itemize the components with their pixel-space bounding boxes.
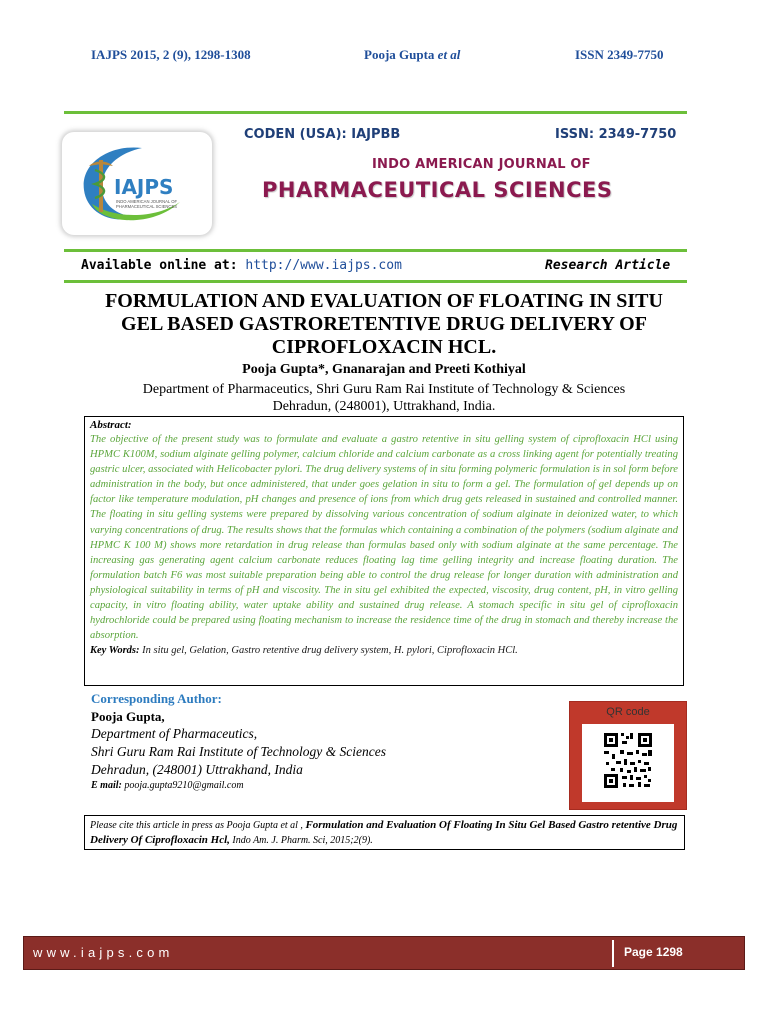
running-head-issn: ISSN 2349-7750 xyxy=(575,47,664,62)
qr-code-panel xyxy=(569,701,687,810)
journal-name-subtitle: INDO AMERICAN JOURNAL OF xyxy=(372,157,591,172)
corresponding-author-name: Pooja Gupta, xyxy=(91,709,165,724)
masthead-issn: ISSN: 2349-7750 xyxy=(555,127,677,142)
masthead-top-rule xyxy=(64,111,687,114)
article-type: Research Article xyxy=(545,258,671,273)
qr-code-label: QR code xyxy=(606,706,650,718)
running-head-author-name: Pooja Gupta xyxy=(364,47,435,62)
corresponding-author-label: Corresponding Author: xyxy=(91,691,222,706)
footer-url[interactable]: www.iajps.com xyxy=(33,945,174,960)
citation-title: Formulation and Evaluation Of Floating In Situ Gel Based Gastro retentive Drug Delivery Of Ciprofloxacin Hcl, xyxy=(90,819,678,846)
page-number: Page 1298 xyxy=(624,945,683,959)
running-head-citation: IAJPS 2015, 2 (9), 1298-1308 xyxy=(91,47,251,62)
caduceus-logo-icon xyxy=(62,132,212,235)
header-divider-rule xyxy=(64,280,687,283)
abstract-text: The objective of the present study was to formulate and evaluate a gastro retentive in situ gelling system of ciprofloxacin HCl using HPMC K100M, sodium alginate gelling polymer, calcium chloride and calcium carbonate as a cross linking agent for potentially treating gastric ulcer, associated with Helicobacter pylori. The drug delivery systems of in situ forming polymeric formulation is in sol form before administration in the body, but once administered, that under goes gelation in situ to form a gel. The formulation of gel depends up on factor like temperature modulation, pH changes and presence of ions from which drug gets released in sustained and controlled manner. The floating in situ gelling systems were prepared by dissolving various concentration of sodium alginate in deionized water, to which varying concentrations of drug. The results shows that the formulas which containing a combination of the polymers (sodium alginate and HPMC K 100 M) shows more retardation in drug release than formulas based only with sodium alginate at the same percentage. The increasing gas generating agent calcium carbonate reduces floating lag time gelling integrity and increase floating duration. The formulation batch F6 was most suitable preparation being able to control the drug release for longer duration with administration and physiological suitability in terms of pH and viscosity. The in situ gel exhibited the expected, viscosity, drug content, pH, in vitro gelling capacity, in vitro floating ability, water uptake ability and sustained drug release. A stomach specific in situ gel of ciprofloxacin hydrochloride could be prepared using floating mechanism to increase the residence time of the drug in stomach and thereby increase the absorption. xyxy=(90,434,678,642)
svg-text:PHARMACEUTICAL SCIENCES: PHARMACEUTICAL SCIENCES xyxy=(116,204,178,209)
qr-code-frame xyxy=(582,724,674,802)
article-authors: Pooja Gupta*, Gnanarajan and Preeti Kothiyal xyxy=(242,362,526,377)
available-online xyxy=(81,258,402,273)
available-online-label: Available online at: xyxy=(81,258,238,273)
email-address[interactable]: pooja.gupta9210@gmail.com xyxy=(124,780,244,791)
keywords xyxy=(90,644,678,657)
masthead-bottom-rule xyxy=(64,249,687,252)
keywords-label: Key Words: xyxy=(90,645,140,657)
journal-name-main: PHARMACEUTICAL SCIENCES xyxy=(262,178,613,202)
citation-prefix: Please cite this article in press as Pooja Gupta et al , xyxy=(90,820,303,831)
page-footer xyxy=(23,936,745,970)
article-affiliation xyxy=(84,381,684,415)
article-title-line: FORMULATION AND EVALUATION OF FLOATING IN SITU xyxy=(105,290,663,312)
journal-url-link[interactable]: http://www.iajps.com xyxy=(245,258,402,273)
corresponding-author-institute: Shri Guru Ram Rai Institute of Technology & Sciences xyxy=(91,744,386,759)
corresponding-author-address: Dehradun, (248001) Uttrakhand, India xyxy=(91,762,303,777)
svg-text:IAJPS: IAJPS xyxy=(114,175,174,199)
corresponding-author-email xyxy=(91,780,244,791)
abstract-label: Abstract: xyxy=(90,419,132,431)
running-head-author-suffix: et al xyxy=(437,47,461,62)
footer-divider xyxy=(612,940,614,967)
citation-journal: Indo Am. J. Pharm. Sci, 2015;2(9). xyxy=(232,835,373,846)
corresponding-author-dept: Department of Pharmaceutics, xyxy=(91,726,258,741)
article-title-line: GEL BASED GASTRORETENTIVE DRUG DELIVERY OF xyxy=(121,313,647,335)
abstract-box xyxy=(84,416,684,686)
journal-logo xyxy=(62,132,212,235)
article-title xyxy=(84,290,684,359)
affiliation-line: Department of Pharmaceutics, Shri Guru Ram Rai Institute of Technology & Sciences xyxy=(142,382,626,397)
email-label: E mail: xyxy=(91,780,122,791)
citation-box xyxy=(84,815,685,850)
affiliation-line: Dehradun, (248001), Uttrakhand, India. xyxy=(272,399,496,414)
keywords-text: In situ gel, Gelation, Gastro retentive drug delivery system, H. pylori, Ciprofloxacin HCl. xyxy=(142,645,518,657)
coden-label: CODEN (USA): IAJPBB xyxy=(244,127,401,142)
svg-text:INDO AMERICAN JOURNAL OF: INDO AMERICAN JOURNAL OF xyxy=(116,199,178,204)
article-title-line: CIPROFLOXACIN HCL. xyxy=(271,336,497,358)
qr-code-icon[interactable] xyxy=(582,724,674,802)
running-head-author xyxy=(364,47,460,63)
